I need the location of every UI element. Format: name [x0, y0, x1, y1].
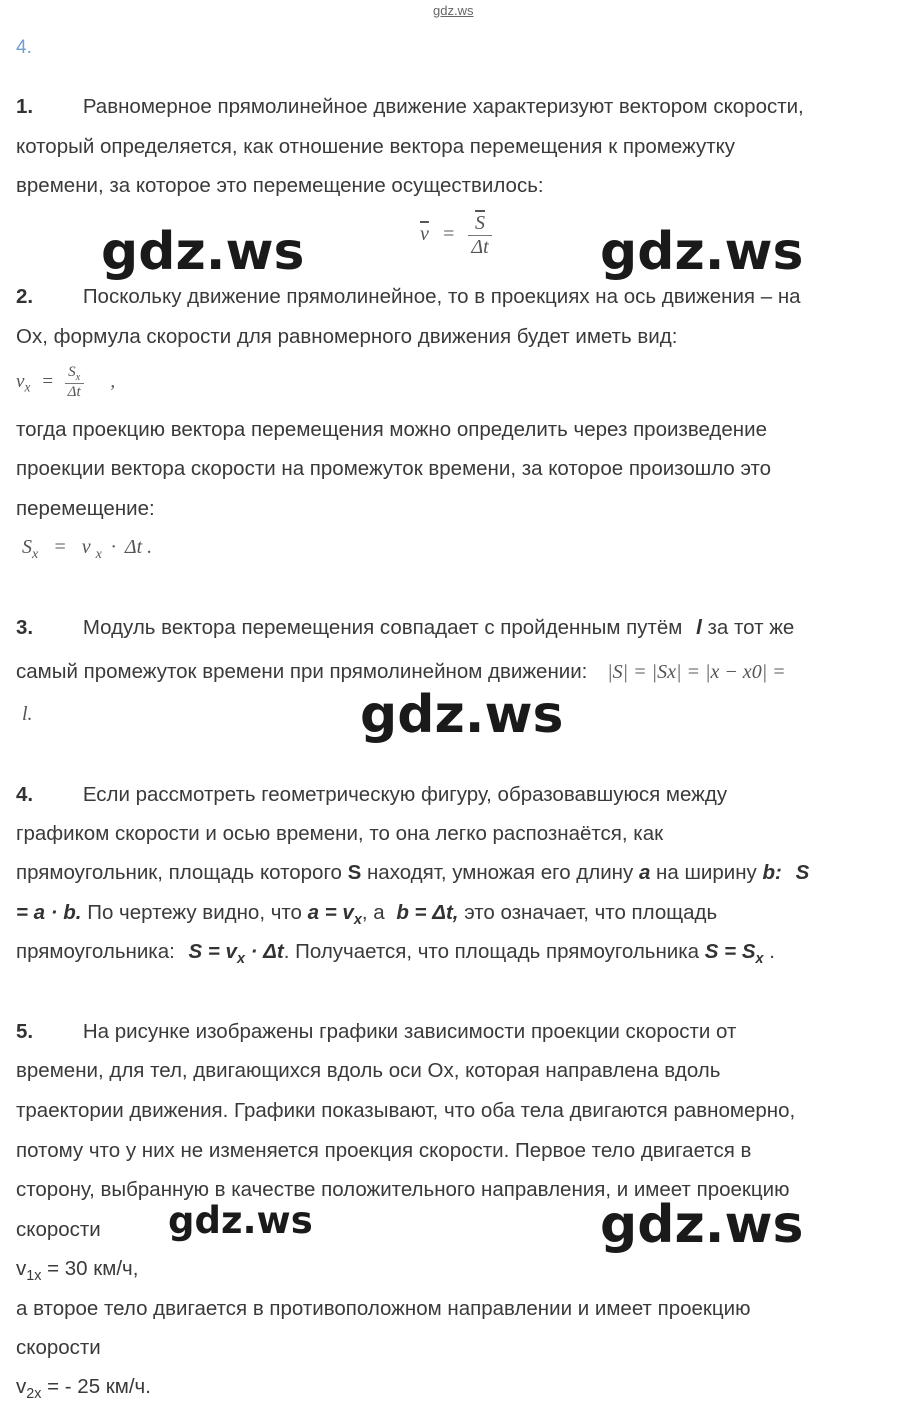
watermark-3: gdz.ws: [360, 685, 564, 745]
s4-text3b: находят, умножая его длину: [366, 861, 634, 884]
s5-v2: [16, 1375, 151, 1402]
v2-symbol: v: [16, 1375, 27, 1398]
s5-line8: скорости: [16, 1336, 101, 1359]
s4-b-eq: b = Δt,: [396, 901, 459, 924]
s4-text3c: на ширину: [656, 861, 757, 884]
sx-subscript: x: [32, 547, 39, 562]
s4-s-sx: S = S: [704, 940, 756, 963]
s2-line3: тогда проекцию вектора перемещения можно определить через произведение: [16, 418, 767, 441]
s3-formula: |S| = |Sx| = |x − x0| =: [607, 661, 786, 683]
s5-line7: а второе тело двигается в противоположном направлении и имеет проекцию: [16, 1297, 751, 1320]
width-b: b:: [762, 861, 782, 884]
s2-formula1: [16, 364, 115, 401]
length-a: a: [638, 861, 651, 884]
dot-operator: ·: [110, 536, 116, 558]
v1-value: = 30 км/ч,: [41, 1257, 139, 1280]
s3-text1b: за тот же: [707, 616, 795, 639]
s4-text4d: , а: [361, 901, 385, 924]
sx-num: [65, 364, 84, 384]
displacement-vector: $\overline{S}$: [468, 212, 491, 236]
s4-a-eq: a = v: [307, 901, 354, 924]
s3-text2: самый промежуток времени при прямолинейном движении:: [16, 660, 588, 683]
s4-text4f: это означает, что площадь: [464, 901, 718, 924]
top-watermark: gdz.ws: [433, 3, 474, 18]
s2-formula2: [22, 536, 152, 563]
s4-text5a: прямоугольника:: [16, 940, 175, 963]
section-heading: 4.: [16, 37, 32, 58]
comma: ,: [110, 370, 116, 392]
s1-formula: [420, 212, 492, 259]
area-s: S: [347, 861, 362, 884]
s4-line1: [16, 783, 727, 807]
period: .: [769, 940, 775, 963]
s4-line3: [16, 861, 809, 885]
delta-t: Δt: [471, 236, 489, 258]
watermark-4: gdz.ws: [168, 1199, 313, 1242]
s1-line2: который определяется, как отношение вектора перемещения к промежутку: [16, 135, 736, 158]
s5-line3: траектории движения. Графики показывают, что оба тела двигаются равномерно,: [16, 1099, 796, 1122]
watermark-5: gdz.ws: [600, 1195, 804, 1255]
s3-number: 3.: [16, 616, 34, 639]
watermark-2: gdz.ws: [600, 222, 804, 282]
s5-line5: сторону, выбранную в качестве положительного направления, и имеет проекцию: [16, 1178, 790, 1201]
s1-text1: Равномерное прямолинейное движение характеризуют вектором скорости,: [82, 95, 804, 118]
s5-number: 5.: [16, 1020, 34, 1043]
velocity-vector: $\overline{v}$: [420, 223, 429, 246]
x-subscript: x: [353, 912, 362, 929]
vx-subscript: x: [24, 379, 31, 395]
s3-line2: [16, 660, 786, 684]
sx-symbol: S: [68, 364, 76, 380]
s1-number: 1.: [16, 95, 34, 118]
equals-sign: =: [441, 223, 456, 246]
s3-text1a: Модуль вектора перемещения совпадает с пройденным путём: [82, 616, 683, 639]
s5-line6: скорости: [16, 1218, 101, 1241]
vx-symbol: v: [16, 370, 25, 392]
v1-symbol: v: [16, 1257, 27, 1280]
s1-line3: времени, за которое это перемещение осуществилось:: [16, 174, 544, 197]
x-subscript: x: [236, 951, 245, 968]
s5-line2: времени, для тел, двигающихся вдоль оси Ox, которая направлена вдоль: [16, 1059, 721, 1082]
v2-subscript: 2x: [26, 1386, 42, 1403]
s1-line1: [16, 95, 804, 119]
s2-line5: перемещение:: [16, 497, 155, 520]
delta-t: Δt: [67, 384, 81, 400]
s4-ab: = a · b.: [16, 901, 82, 924]
s3-l-end: l.: [22, 703, 33, 725]
equals-sign: =: [53, 536, 67, 558]
s2-text1: Поскольку движение прямолинейное, то в проекциях на ось движения – на: [82, 285, 801, 308]
s4-line5: [16, 940, 775, 967]
equals-sign: =: [41, 370, 54, 392]
s2-number: 2.: [16, 285, 34, 308]
path-l: l: [696, 616, 702, 639]
s3-line1: [16, 616, 794, 640]
s2-fraction: [65, 364, 84, 401]
s2-line4: проекции вектора скорости на промежуток времени, за которое произошло это: [16, 457, 772, 480]
period: .: [147, 536, 153, 558]
s2-line1: [16, 285, 801, 309]
s5-v1: [16, 1257, 138, 1284]
s4-number: 4.: [16, 783, 34, 806]
s4-text1: Если рассмотреть геометрическую фигуру, образовавшуюся между: [82, 783, 728, 806]
s5-line4: потому что у них не изменяется проекция скорости. Первое тело двигается в: [16, 1139, 752, 1162]
s2-line2: Ox, формула скорости для равномерного движения будет иметь вид:: [16, 325, 678, 348]
s1-fraction: [468, 212, 491, 259]
s4-text4b: По чертежу видно, что: [87, 901, 302, 924]
delta-t: Δt: [124, 536, 143, 558]
v-symbol: v: [81, 536, 91, 558]
v1-subscript: 1x: [26, 1268, 42, 1285]
s4-dt: · Δt: [250, 940, 284, 963]
s4-text3a: прямоугольник, площадь которого: [16, 861, 342, 884]
sx-subscript: x: [75, 372, 81, 383]
s4-line2: графиком скорости и осью времени, то она легко распознаётся, как: [16, 822, 664, 845]
s4-text5d: . Получается, что площадь прямоугольника: [283, 940, 700, 963]
watermark-1: gdz.ws: [101, 222, 305, 282]
v2-value: = - 25 км/ч.: [41, 1375, 151, 1398]
s4-line4: [16, 901, 717, 928]
s5-line1: [16, 1020, 736, 1044]
area-s2: S: [795, 861, 810, 884]
sx-symbol: S: [22, 536, 32, 558]
v-subscript: x: [95, 547, 102, 562]
s4-s-eq: S = v: [188, 940, 237, 963]
x-subscript: x: [755, 951, 764, 968]
s5-text1: На рисунке изображены графики зависимости проекции скорости от: [82, 1020, 737, 1043]
